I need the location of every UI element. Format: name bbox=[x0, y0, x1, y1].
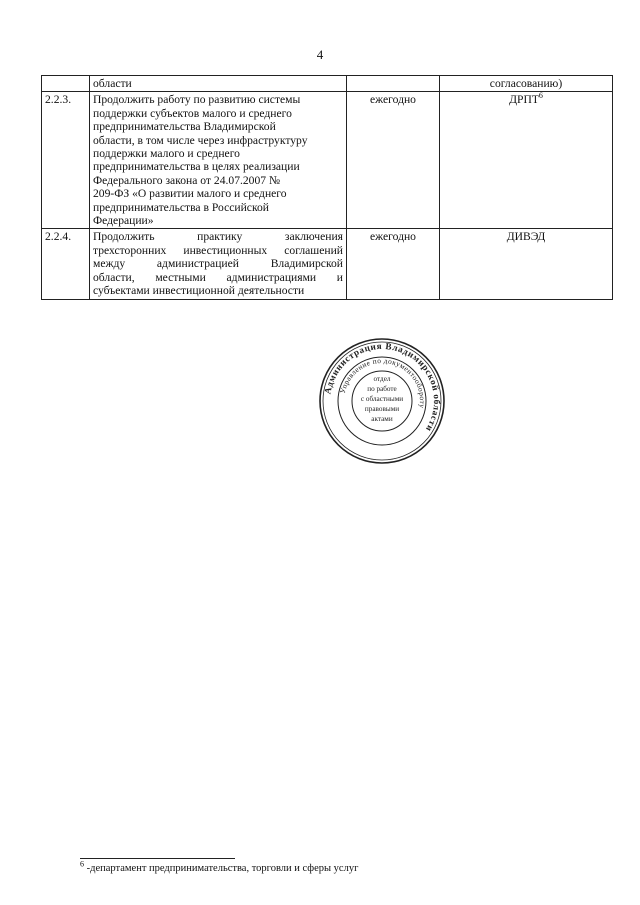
stamp-center-line: отдел bbox=[373, 375, 391, 383]
table-row bbox=[42, 229, 613, 299]
footnote-mark: 6 bbox=[538, 91, 543, 101]
task-line: поддержки малого и среднего bbox=[93, 147, 240, 161]
task-line: Федерального закона от 24.07.2007 № bbox=[93, 173, 281, 187]
task-line: Федерации» bbox=[93, 214, 154, 228]
task-line: Продолжить практику заключения bbox=[93, 230, 343, 244]
task-line: предпринимательства в Российской bbox=[93, 200, 269, 214]
page-number: 4 bbox=[316, 47, 324, 62]
footnote-mark: 6 bbox=[80, 859, 84, 869]
task-cell: области bbox=[90, 76, 347, 92]
table-row bbox=[42, 92, 613, 229]
responsible-cell: согласованию) bbox=[440, 76, 613, 92]
term-cell: ежегодно bbox=[347, 92, 440, 229]
stamp-center-line: с областными bbox=[360, 395, 404, 403]
task-cell bbox=[90, 229, 347, 299]
task-line: предпринимательства в целях реализации bbox=[93, 160, 300, 174]
term-cell bbox=[347, 76, 440, 92]
row-number-cell: 2.2.3. bbox=[42, 92, 90, 229]
stamp-center-line: актами bbox=[371, 415, 393, 423]
footnote bbox=[80, 859, 359, 874]
stamp-center-line: по работе bbox=[367, 385, 397, 393]
task-line: поддержки субъектов малого и среднего bbox=[93, 106, 292, 120]
row-number-cell: 2.2.4. bbox=[42, 229, 90, 299]
footnote-text: -департамент предпринимательства, торговли и сферы услуг bbox=[84, 863, 359, 874]
term-cell: ежегодно bbox=[347, 229, 440, 299]
stamp-center-line: правовыми bbox=[364, 405, 400, 413]
responsible-cell: ДИВЭД bbox=[440, 229, 613, 299]
responsible-text: ДРПТ bbox=[509, 93, 539, 107]
plan-table bbox=[41, 75, 613, 300]
task-cell bbox=[90, 92, 347, 229]
row-number-cell bbox=[42, 76, 90, 92]
task-line: области, местными администрациями и bbox=[93, 270, 343, 284]
task-line: области, в том числе через инфраструктуру bbox=[93, 133, 308, 147]
office-stamp bbox=[318, 337, 446, 465]
task-line: предпринимательства Владимирской bbox=[93, 120, 276, 134]
stamp-inner-text: Управление по документообороту bbox=[337, 355, 428, 410]
task-line: Продолжить работу по развитию системы bbox=[93, 93, 301, 107]
task-line: между администрацией Владимирской bbox=[93, 257, 343, 271]
task-line: трехсторонних инвестиционных соглашений bbox=[93, 243, 343, 257]
footnote-divider bbox=[80, 858, 235, 859]
task-line: 209-ФЗ «О развитии малого и среднего bbox=[93, 187, 287, 201]
task-line: субъектами инвестиционной деятельности bbox=[93, 284, 305, 298]
table-row-continuation bbox=[42, 76, 613, 92]
responsible-cell bbox=[440, 92, 613, 229]
stamp-outer-text: Администрация Владимирской области bbox=[322, 340, 443, 434]
